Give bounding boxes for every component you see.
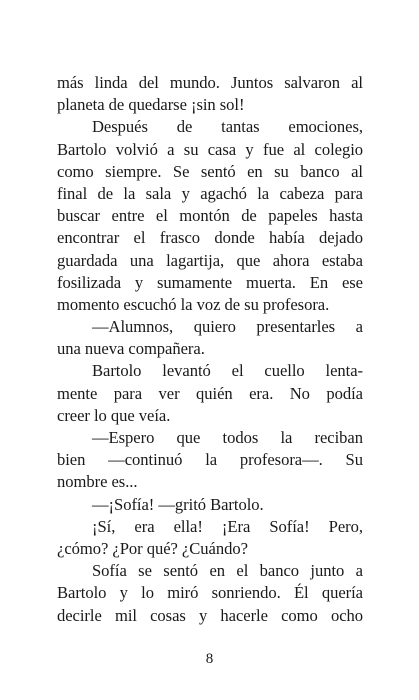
body-text [57, 72, 363, 627]
text-line: Bartolo y lo miró sonriendo. Él quería [57, 583, 363, 603]
text-line: encontrar el frasco donde había dejado [57, 228, 363, 248]
text-line: momento escuchó la voz de su profesora. [57, 294, 330, 314]
text-line: como siempre. Se sentó en su banco al [57, 161, 363, 181]
text-line: final de la sala y agachó la cabeza para [57, 183, 363, 203]
text-line: —¡Sofía! —gritó Bartolo. [92, 494, 264, 514]
text-line: decirle mil cosas y hacerle como ocho [57, 605, 363, 625]
text-line: planeta de quedarse ¡sin sol! [57, 95, 245, 115]
text-line: fosilizada y sumamente muerta. En ese [57, 272, 363, 292]
text-line: creer lo que veía. [57, 405, 171, 425]
text-line: ¡Sí, era ella! ¡Era Sofía! Pero, [92, 516, 363, 536]
text-line: guardada una lagartija, que ahora estaba [57, 250, 363, 270]
text-line: —Alumnos, quiero presentarles a [92, 317, 363, 337]
text-line: buscar entre el montón de papeles hasta [57, 206, 363, 226]
text-line: bien —continuó la profesora—. Su [57, 450, 363, 470]
text-line: mente para ver quién era. No podía [57, 383, 363, 403]
page-number: 8 [205, 651, 214, 667]
text-line: más linda del mundo. Juntos salvaron al [57, 73, 363, 92]
text-line: Bartolo volvió a su casa y fue al colegio [57, 139, 363, 159]
text-line: Bartolo levantó el cuello lenta- [92, 361, 363, 381]
text-line: ¿cómo? ¿Por qué? ¿Cuándo? [57, 538, 248, 558]
text-line: —Espero que todos la reciban [92, 428, 363, 447]
text-line: una nueva compañera. [57, 339, 205, 359]
text-line: Después de tantas emociones, [92, 117, 363, 137]
text-line: nombre es... [57, 472, 138, 492]
text-line: Sofía se sentó en el banco junto a [92, 561, 363, 581]
